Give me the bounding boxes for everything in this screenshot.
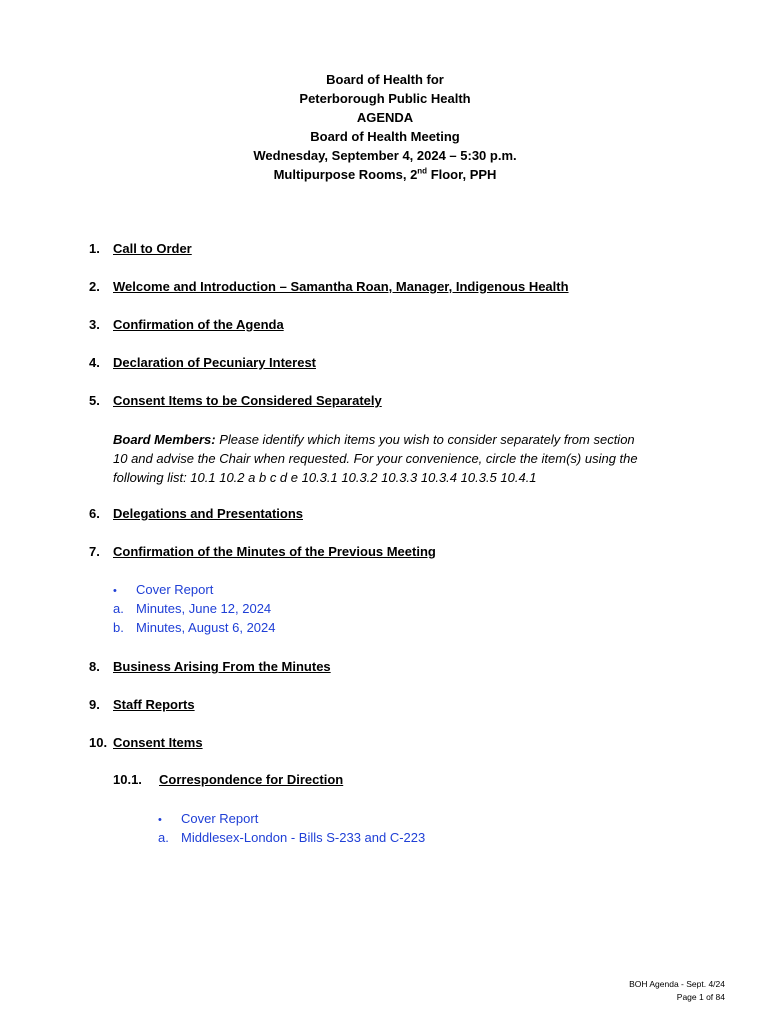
agenda-item-10: 10. Consent Items xyxy=(89,735,203,750)
agenda-subitem-10-1: 10.1. Correspondence for Direction xyxy=(113,772,344,787)
agenda-item-4: 4. Declaration of Pecuniary Interest xyxy=(89,355,317,370)
minutes-june-link[interactable]: a. Minutes, June 12, 2024 xyxy=(113,601,272,616)
agenda-header xyxy=(0,70,770,184)
header-location: Multipurpose Rooms, 2nd Floor, PPH xyxy=(273,166,497,182)
agenda-item-7: 7. Confirmation of the Minutes of the Previous Meeting xyxy=(89,544,436,559)
header-org-line1: Board of Health for xyxy=(326,72,444,87)
header-meeting-name: Board of Health Meeting xyxy=(310,129,460,144)
page-footer xyxy=(629,978,725,1004)
minutes-cover-report-link[interactable]: • Cover Report xyxy=(113,582,214,597)
agenda-item-5: 5. Consent Items to be Considered Separately xyxy=(89,393,382,408)
footer-page-number: Page 1 of 84 xyxy=(676,992,725,1002)
agenda-item-9: 9. Staff Reports xyxy=(89,697,195,712)
middlesex-london-link[interactable]: a. Middlesex-London - Bills S-233 and C-223 xyxy=(158,830,426,845)
agenda-item-3: 3. Confirmation of the Agenda xyxy=(89,317,284,332)
consent-note: Board Members: Please identify which items you wish to consider separately from section 10 and advise the Chair when requested. For your convenience, circle the item(s) using the following list: 10.1 10.2 a b c d e 10.3.1 10.3.2 10.3.3 10.3.4 10.3.5 10.4.1 xyxy=(113,432,638,485)
consent-note-label: Board Members: xyxy=(113,432,216,447)
header-org-line2: Peterborough Public Health xyxy=(299,91,471,106)
agenda-item-8: 8. Business Arising From the Minutes xyxy=(89,659,331,674)
correspondence-cover-report-link[interactable]: • Cover Report xyxy=(158,811,259,826)
agenda-item-6: 6. Delegations and Presentations xyxy=(89,506,303,521)
header-doc-type: AGENDA xyxy=(356,110,414,125)
header-date-time: Wednesday, September 4, 2024 – 5:30 p.m. xyxy=(253,148,517,163)
agenda-item-1: 1. Call to Order xyxy=(89,241,192,256)
agenda-item-2: 2. Welcome and Introduction – Samantha Roan, Manager, Indigenous Health xyxy=(89,279,569,294)
footer-doc-ref: BOH Agenda - Sept. 4/24 xyxy=(629,979,725,989)
minutes-august-link[interactable]: b. Minutes, August 6, 2024 xyxy=(113,620,276,635)
